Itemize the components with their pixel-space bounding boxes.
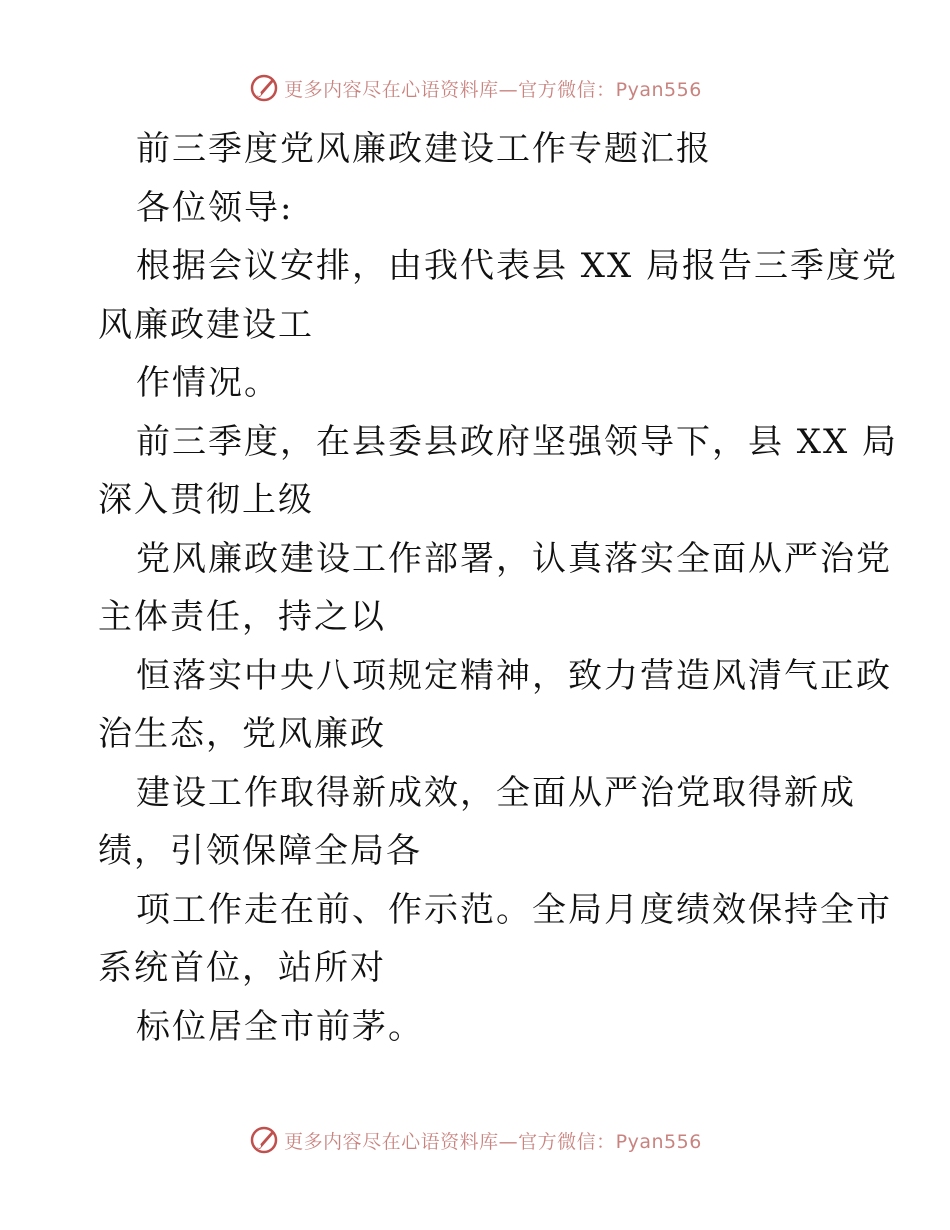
paragraph-line: 风廉政建设工	[98, 304, 314, 345]
paragraph-line: 项工作走在前、作示范。全局月度绩效保持全市	[136, 889, 892, 930]
paragraph-line: 标位居全市前茅。	[136, 1006, 424, 1047]
watermark-text: 更多内容尽在心语资料库—官方微信：Pyan556	[284, 78, 702, 101]
salutation: 各位领导:	[136, 187, 294, 228]
quill-logo-icon	[248, 72, 280, 104]
paragraph-line: 党风廉政建设工作部署，认真落实全面从严治党	[136, 538, 892, 579]
paragraph-line: 作情况。	[136, 363, 280, 403]
paragraph-line: 深入贯彻上级	[98, 480, 314, 520]
quill-logo-icon	[248, 1124, 280, 1156]
paragraph-line: 治生态，党风廉政	[98, 714, 386, 754]
paragraph-line: 恒落实中央八项规定精神，致力营造风清气正政	[136, 655, 892, 696]
header-watermark	[0, 72, 950, 104]
paragraph-line: 建设工作取得新成效，全面从严治党取得新成	[136, 772, 856, 813]
watermark-text: 更多内容尽在心语资料库—官方微信：Pyan556	[284, 1130, 702, 1153]
document-body	[98, 120, 899, 1056]
document-title: 前三季度党风廉政建设工作专题汇报	[136, 129, 712, 169]
paragraph-line: 绩，引领保障全局各	[98, 831, 422, 871]
paragraph-line: 系统首位，站所对	[98, 948, 386, 988]
paragraph-line: 主体责任，持之以	[98, 597, 386, 637]
paragraph-line: 根据会议安排，由我代表县 XX 局报告三季度党	[136, 246, 899, 286]
footer-watermark	[0, 1124, 950, 1156]
paragraph-line: 前三季度，在县委县政府坚强领导下，县 XX 局	[136, 421, 899, 462]
